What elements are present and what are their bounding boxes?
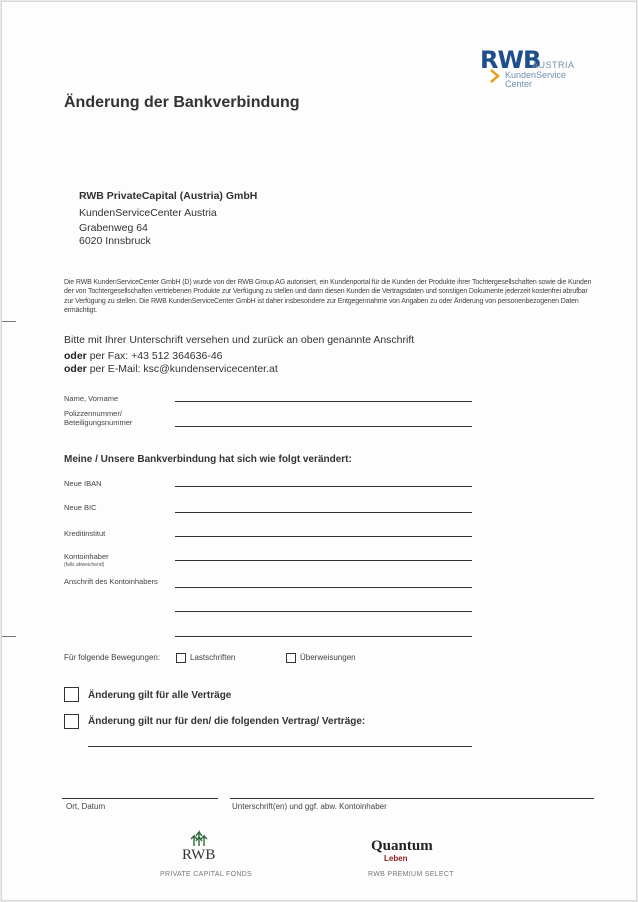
quantum-sub: Leben	[384, 854, 408, 863]
rwb-footer-caption: PRIVATE CAPITAL FONDS	[160, 871, 252, 878]
quantum-logo: Quantum	[371, 838, 433, 854]
holder-field[interactable]	[175, 560, 472, 561]
signature-label: Unterschrift(en) und ggf. abw. Kontoinhaber	[232, 802, 387, 811]
rwb-logo-text: RWB	[480, 46, 541, 74]
institute-label: Kreditinstitut	[64, 529, 106, 538]
quantum-caption: RWB PREMIUM SELECT	[368, 871, 454, 878]
institute-field[interactable]	[175, 536, 472, 537]
address-street: Grabenweg 64	[79, 222, 148, 234]
bic-label: Neue BIC	[64, 503, 97, 512]
direct-debit-checkbox[interactable]	[176, 653, 186, 663]
all-contracts-checkbox[interactable]	[64, 687, 79, 702]
holder-label	[64, 552, 109, 570]
oder-label: oder	[64, 363, 87, 375]
email-address: per E-Mail: ksc@kundenservicecenter.at	[89, 363, 278, 375]
place-date-label: Ort, Datum	[66, 802, 106, 811]
name-label: Name, Vorname	[64, 394, 119, 403]
specific-contracts-label: Änderung gilt nur für den/ die folgenden Vertrag/ Verträge:	[88, 716, 366, 727]
logo-subtitle-line1: KundenService	[505, 70, 567, 80]
address-city: 6020 Innsbruck	[79, 235, 151, 247]
email-line	[64, 363, 278, 375]
oder-label: oder	[64, 350, 87, 362]
transfer-label: Überweisungen	[300, 653, 356, 662]
policy-number-field[interactable]	[175, 426, 472, 427]
form-page	[1, 1, 637, 901]
movements-label: Für folgende Bewegungen:	[64, 653, 161, 662]
contracts-field[interactable]	[88, 746, 472, 747]
bic-field[interactable]	[175, 512, 472, 513]
holder-label-text: Kontoinhaber	[64, 552, 109, 561]
place-date-field[interactable]	[62, 798, 218, 799]
chevron-right-icon	[490, 69, 500, 83]
fold-mark	[2, 321, 16, 322]
direct-debit-label: Lastschriften	[190, 653, 236, 662]
signature-field[interactable]	[230, 798, 594, 799]
all-contracts-label: Änderung gilt für alle Verträge	[88, 690, 232, 701]
holder-address-field-1[interactable]	[175, 587, 472, 588]
info-paragraph: Die RWB KundenServiceCenter GmbH (D) wurde von der RWB Group AG autorisiert, ein Kundenportal für die Kunden der Produkte ihrer Tochtergesellschaften sowie die Kunden der von Tochtergesellschaften vertriebenen Produkte zur Verfügung zu stellen und darin diesen Kunden die Vertragsdaten und sonstigen Dokumente jederzeit kostenfrei abrufbar zur Verfügung zu stellen. Die RWB KundenServiceCenter GmbH ist daher insbesondere zur Entgegennahme von Angaben zu oder Änderung von personenbezogenen Daten ermächtigt.	[64, 279, 592, 314]
iban-field[interactable]	[175, 486, 472, 487]
holder-address-field-2[interactable]	[175, 611, 472, 612]
logo-subtitle-line2: Center	[505, 79, 533, 89]
fax-line	[64, 350, 223, 362]
policy-label-line2: Beteiligungsnummer	[64, 418, 133, 427]
transfer-checkbox[interactable]	[286, 653, 296, 663]
fold-mark	[2, 636, 16, 637]
return-instruction: Bitte mit Ihrer Unterschrift versehen und zurück an oben genannte Anschrift	[64, 334, 415, 346]
rwb-footer-logo: RWB	[182, 847, 216, 863]
logo-region: AUSTRIA	[532, 60, 575, 70]
address-company: RWB PrivateCapital (Austria) GmbH	[79, 190, 258, 202]
logo-subtitle	[505, 71, 566, 89]
iban-label: Neue IBAN	[64, 479, 102, 488]
fax-number: per Fax: +43 512 364636-46	[89, 350, 223, 362]
address-dept: KundenServiceCenter Austria	[79, 207, 217, 219]
specific-contracts-checkbox[interactable]	[64, 714, 79, 729]
page-title: Änderung der Bankverbindung	[64, 94, 300, 111]
tree-icon	[188, 830, 210, 846]
policy-label-line1: Polizzennummer/	[64, 409, 122, 418]
holder-address-field-3[interactable]	[175, 636, 472, 637]
holder-note: (falls abweichend)	[64, 562, 105, 568]
name-field[interactable]	[175, 401, 472, 402]
section-title: Meine / Unsere Bankverbindung hat sich wie folgt verändert:	[64, 454, 352, 465]
policy-label	[64, 409, 132, 427]
holder-address-label: Anschrift des Kontoinhabers	[64, 577, 158, 586]
